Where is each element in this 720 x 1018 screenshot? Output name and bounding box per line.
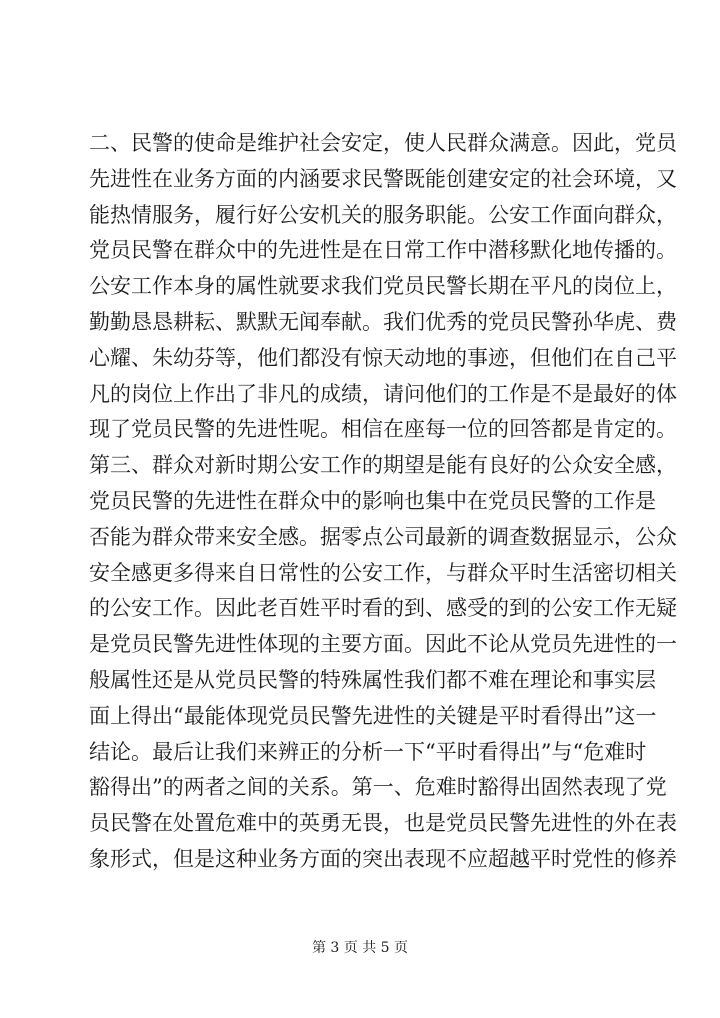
text-line: 凡的岗位上作出了非凡的成绩，请问他们的工作是不是最好的体 — [89, 381, 677, 406]
text-line: 面上得出“最能体现党员民警先进性的关键是平时看得出”这一 — [89, 703, 657, 728]
text-line: 结论。最后让我们来辨正的分析一下“平时看得出”与“危难时 — [89, 739, 647, 764]
body-paragraph — [89, 126, 677, 878]
text-line: 员民警在处置危难中的英勇无畏，也是党员民警先进性的外在表 — [89, 811, 677, 836]
page-footer — [0, 937, 720, 957]
text-line: 党员民警在群众中的先进性是在日常工作中潜移默化地传播的。 — [89, 238, 677, 263]
text-line: 第三、群众对新时期公安工作的期望是能有良好的公众安全感， — [89, 453, 677, 478]
text-line: 是党员民警先进性体现的主要方面。因此不论从党员先进性的一 — [89, 632, 677, 657]
text-line: 勤勤恳恳耕耘、默默无闻奉献。我们优秀的党员民警孙华虎、费 — [89, 309, 677, 334]
text-line: 否能为群众带来安全感。据零点公司最新的调查数据显示，公众 — [89, 524, 677, 549]
text-line: 公安工作本身的属性就要求我们党员民警长期在平凡的岗位上， — [89, 274, 677, 299]
text-line: 豁得出”的两者之间的关系。第一、危难时豁得出固然表现了党 — [89, 775, 667, 800]
page-number-label: 第 3 页 共 5 页 — [311, 940, 409, 956]
text-line: 的公安工作。因此老百姓平时看的到、感受的到的公安工作无疑 — [89, 596, 677, 621]
text-line: 党员民警的先进性在群众中的影响也集中在党员民警的工作是 — [89, 488, 656, 513]
text-line: 般属性还是从党员民警的特殊属性我们都不难在理论和事实层 — [89, 667, 656, 692]
text-line: 二、民警的使命是维护社会安定，使人民群众满意。因此，党员 — [89, 131, 677, 155]
text-line: 安全感更多得来自日常性的公安工作，与群众平时生活密切相关 — [89, 560, 677, 585]
text-line: 心耀、朱幼芬等，他们都没有惊天动地的事迹，但他们在自己平 — [89, 345, 677, 370]
text-line: 现了党员民警的先进性呢。相信在座每一位的回答都是肯定的。 — [89, 417, 677, 442]
text-line: 象形式，但是这种业务方面的突出表现不应超越平时党性的修养 — [89, 846, 677, 871]
text-line: 先进性在业务方面的内涵要求民警既能创建安定的社会环境，又 — [89, 166, 677, 191]
text-line: 能热情服务，履行好公安机关的服务职能。公安工作面向群众， — [89, 202, 677, 227]
